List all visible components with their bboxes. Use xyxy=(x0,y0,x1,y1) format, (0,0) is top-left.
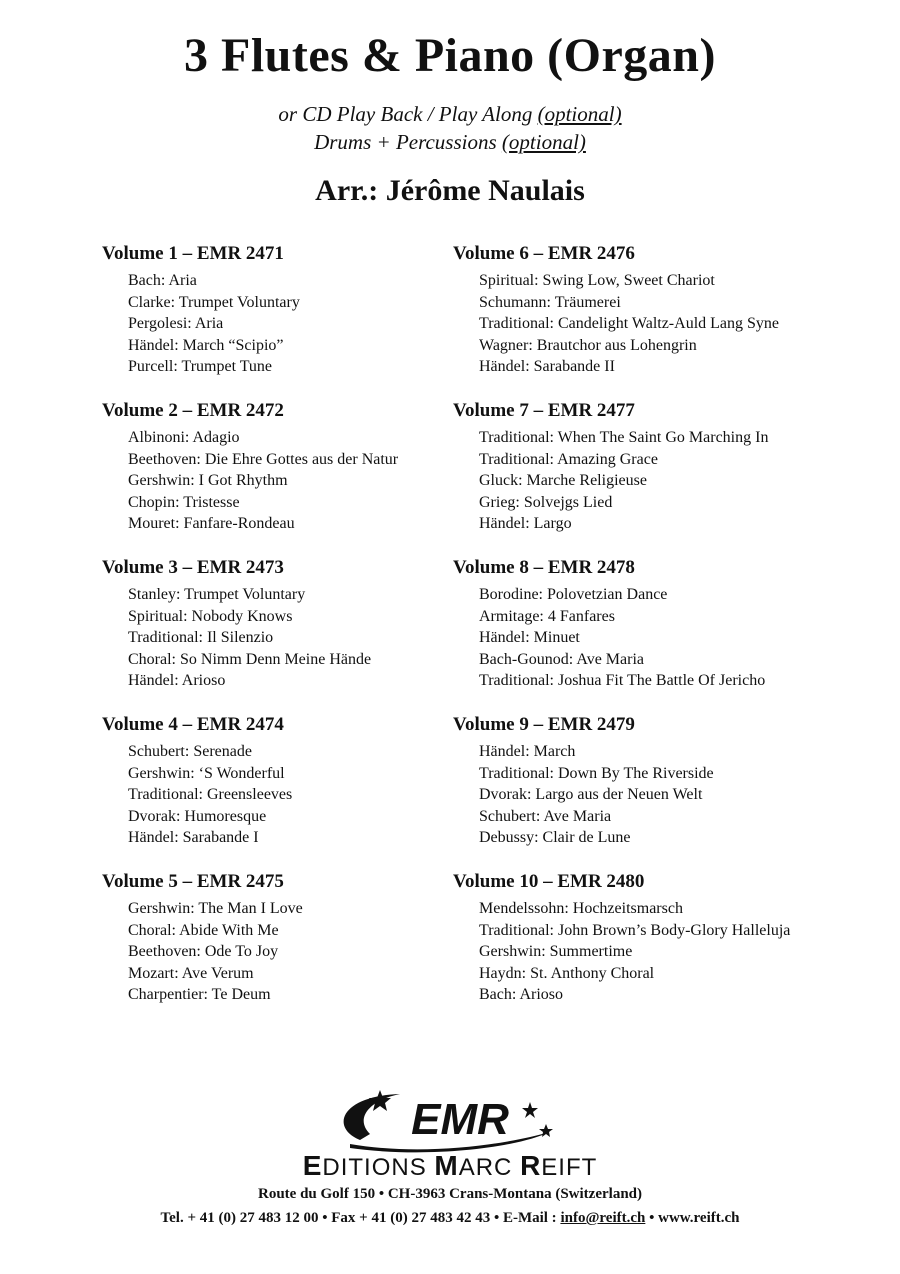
volume-block xyxy=(102,399,502,556)
logo-text: EMR xyxy=(411,1095,509,1144)
publisher-name-part: DITIONS xyxy=(322,1154,435,1181)
track-item: Gershwin: ‘S Wonderful xyxy=(128,764,285,782)
volume-heading: Volume 10 – EMR 2480 xyxy=(453,871,645,892)
swoosh-shape xyxy=(344,1094,400,1140)
emr-logo-graphic xyxy=(310,1088,590,1158)
track-item: Bach: Aria xyxy=(128,272,197,289)
publisher-contact xyxy=(0,1210,900,1227)
volume-block xyxy=(102,556,502,713)
subtitle-drums-optional: (optional) xyxy=(501,130,586,154)
track-item: Gershwin: The Man I Love xyxy=(128,900,303,917)
track-item: Mouret: Fanfare-Rondeau xyxy=(128,515,295,532)
publisher-name-initial: M xyxy=(434,1150,459,1181)
track-item: Gershwin: I Got Rhythm xyxy=(128,472,288,489)
track-item: Schubert: Ave Maria xyxy=(479,807,612,825)
star-icon xyxy=(369,1090,391,1111)
track-item: Spiritual: Swing Low, Sweet Chariot xyxy=(479,272,715,289)
track-item: Bach: Arioso xyxy=(479,986,563,1003)
volume-heading: Volume 4 – EMR 2474 xyxy=(102,714,284,735)
volume-block xyxy=(453,399,853,556)
track-item: Schumann: Träumerei xyxy=(479,293,621,311)
volume-block xyxy=(102,713,502,870)
track-item: Gluck: Marche Religieuse xyxy=(479,472,647,489)
publisher-name-initial: R xyxy=(520,1150,542,1181)
track-item: Mendelssohn: Hochzeitsmarsch xyxy=(479,900,683,917)
track-item: Spiritual: Nobody Knows xyxy=(128,607,293,625)
track-item: Grieg: Solvejgs Lied xyxy=(479,493,613,511)
track-item: Händel: Sarabande I xyxy=(128,829,259,846)
track-item: Traditional: Candelight Waltz-Auld Lang Syne xyxy=(479,315,780,332)
track-item: Händel: Arioso xyxy=(128,672,226,689)
track-item: Händel: Largo xyxy=(479,515,572,532)
contact-phone-fax: Tel. + 41 (0) 27 483 12 00 • Fax + 41 (0) 27 483 42 43 • E-Mail : xyxy=(160,1210,561,1226)
track-item: Dvorak: Largo aus der Neuen Welt xyxy=(479,786,703,803)
contact-website: • www.reift.ch xyxy=(645,1210,740,1226)
subtitle-drums-text: Drums + Percussions xyxy=(314,130,502,154)
track-item: Händel: March xyxy=(479,743,576,760)
volume-heading: Volume 1 – EMR 2471 xyxy=(102,243,284,264)
track-item: Bach-Gounod: Ave Maria xyxy=(479,650,644,668)
track-item: Traditional: Greensleeves xyxy=(128,786,293,803)
volume-heading: Volume 8 – EMR 2478 xyxy=(453,557,635,578)
track-item: Traditional: When The Saint Go Marching In xyxy=(479,429,769,446)
track-item: Beethoven: Die Ehre Gottes aus der Natur xyxy=(128,450,399,468)
track-item: Purcell: Trumpet Tune xyxy=(128,358,273,375)
volume-block xyxy=(453,713,853,870)
volume-heading: Volume 5 – EMR 2475 xyxy=(102,871,284,892)
publisher-name xyxy=(0,1150,900,1182)
volume-block xyxy=(453,870,853,1027)
subtitle-playback-text: or CD Play Back / Play Along xyxy=(278,102,538,126)
track-item: Charpentier: Te Deum xyxy=(128,986,271,1003)
volumes-column-right xyxy=(453,242,853,1027)
track-item: Borodine: Polovetzian Dance xyxy=(479,586,668,603)
arranger: Arr.: Jérôme Naulais xyxy=(315,174,585,207)
track-item: Gershwin: Summertime xyxy=(479,943,633,960)
subtitle-drums xyxy=(0,128,900,156)
track-item: Traditional: Joshua Fit The Battle Of Jericho xyxy=(479,672,766,689)
email-link[interactable]: info@reift.ch xyxy=(560,1210,646,1226)
track-item: Beethoven: Ode To Joy xyxy=(128,943,279,960)
volume-block xyxy=(102,870,502,1027)
publisher-name-initial: E xyxy=(302,1150,323,1181)
track-item: Wagner: Brautchor aus Lohengrin xyxy=(479,336,697,354)
track-item: Debussy: Clair de Lune xyxy=(479,829,631,846)
track-item: Clarke: Trumpet Voluntary xyxy=(128,293,300,311)
subtitle-playback xyxy=(0,100,900,128)
volume-heading: Volume 7 – EMR 2477 xyxy=(453,400,635,421)
track-item: Choral: Abide With Me xyxy=(128,921,279,939)
track-item: Chopin: Tristesse xyxy=(128,493,240,511)
emr-logo xyxy=(310,1088,590,1158)
volume-heading: Volume 2 – EMR 2472 xyxy=(102,400,284,421)
track-item: Mozart: Ave Verum xyxy=(128,964,254,982)
publisher-name-part: ARC xyxy=(458,1154,521,1181)
publisher-name-part: EIFT xyxy=(541,1154,598,1181)
volume-heading: Volume 6 – EMR 2476 xyxy=(453,243,635,264)
volume-block xyxy=(453,242,853,399)
track-item: Pergolesi: Aria xyxy=(128,315,224,332)
track-item: Händel: Minuet xyxy=(479,629,580,646)
track-item: Traditional: John Brown’s Body-Glory Halleluja xyxy=(479,921,791,939)
track-item: Schubert: Serenade xyxy=(128,743,252,760)
track-item: Stanley: Trumpet Voluntary xyxy=(128,586,306,603)
track-item: Choral: So Nimm Denn Meine Hände xyxy=(128,650,372,668)
volume-block xyxy=(453,556,853,713)
star-icon xyxy=(522,1102,538,1118)
track-item: Armitage: 4 Fanfares xyxy=(479,607,615,625)
subtitle-playback-optional: (optional) xyxy=(537,102,622,126)
volume-heading: Volume 9 – EMR 2479 xyxy=(453,714,635,735)
volume-heading: Volume 3 – EMR 2473 xyxy=(102,557,284,578)
track-item: Händel: March “Scipio” xyxy=(128,336,284,354)
track-item: Traditional: Amazing Grace xyxy=(479,450,658,468)
track-item: Haydn: St. Anthony Choral xyxy=(479,964,655,982)
track-item: Albinoni: Adagio xyxy=(128,429,240,446)
publisher-address: Route du Golf 150 • CH-3963 Crans-Montana (Switzerland) xyxy=(258,1186,642,1202)
page-title: 3 Flutes & Piano (Organ) xyxy=(184,29,716,82)
track-item: Händel: Sarabande II xyxy=(479,358,615,375)
track-item: Traditional: Down By The Riverside xyxy=(479,764,714,782)
volume-block xyxy=(102,242,502,399)
track-item: Dvorak: Humoresque xyxy=(128,807,267,825)
volumes-column-left xyxy=(102,242,502,1027)
track-item: Traditional: Il Silenzio xyxy=(128,629,274,646)
